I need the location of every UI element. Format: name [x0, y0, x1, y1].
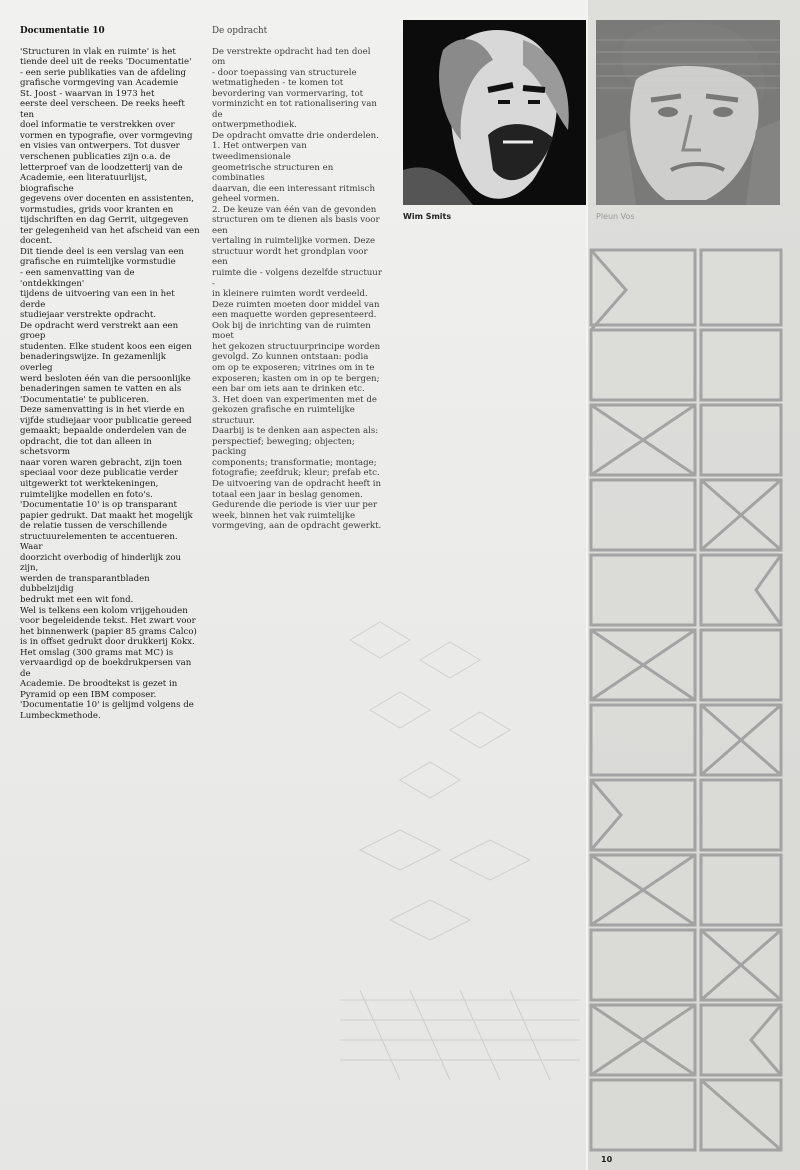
portrait-photo-wim-smits [403, 20, 586, 205]
intro-paragraph: Dit tiende deel is een verslag van een grafische en ruimtelijke vormstudie - een samenvatting van de 'ontdekkingen' tijdens de uitvoering van een in het derde studiejaar verstrekte opdracht. [20, 246, 184, 321]
assignment-paragraph: De verstrekte opdracht had ten doel om - door toepassing van structurele wetmatigheden - te komen tot bevordering van vormervaring, tot vorminzicht en tot rationalisering van de ontwerpmethodiek. [212, 46, 377, 131]
assignment-column [212, 26, 382, 532]
ghost-structure-drawing-icon [330, 600, 590, 1100]
intro-paragraph: 'Structuren in vlak en ruimte' is het tiende deel uit de reeks 'Documentatie' - een serie publikaties van de afdeling grafische vormgeving van Academie St. Joost - waarvan in 1973 het eerste deel verscheen. De reeks heeft ten doel informatie te verstrekken over vormen en typografie, over vormgeving en visies van ontwerpers. Tot dusver verschenen publicaties zijn o.a. de letterproef van de loodzetterij van de Academie, een literatuurlijst, biografische gegevens over docenten en assistenten, vormstudies, grids voor kranten en tijdschriften en dag Gerrit, uitgegeven ter gelegenheid van het afscheid van een docent. [20, 46, 200, 247]
assignment-paragraph: De opdracht omvatte drie onderdelen. 1. Het ontwerpen van tweedimensionale geometrische structuren en combinaties daarvan, die een interessant ritmisch geheel vormen. [212, 130, 379, 205]
assignment-paragraph: 2. De keuze van één van de gevonden structuren om te dienen als basis voor een vertaling in ruimtelijke vormen. Deze structuur wordt het grondplan voor een ruimte die - volgens dezelfde structuur - in kleinere ruimten wordt verdeeld. Deze ruimten moeten door middel van een maquette worden gepresenteerd. Ook bij de inrichting van de ruimten moet het gekozen structuurprincipe worden gevolgd. Zo kunnen ontstaan: podia om op te exposeren; vitrines om in te exposeren; kasten om in op te bergen; een bar om iets aan te drinken etc. [212, 204, 382, 395]
photo-caption: Wim Smits [403, 212, 452, 221]
intro-paragraph: Wel is telkens een kolom vrijgehouden voor begeleidende tekst. Het zwart voor het binnenwerk (papier 85 grams Calco) is in offset gedrukt door drukkerij Kokx. Het omslag (300 grams mat MC) is vervaardigd op de boekdrukpersen van de Academie. De broodtekst is gezet in Pyramid op een IBM composer. 'Documentatie 10' is gelijmd volgens de Lumbeckmethode. [20, 605, 197, 721]
assignment-paragraph: 3. Het doen van experimenten met de gekozen grafische en ruimtelijke structuur. Daarbij is te denken aan aspecten als: perspectief; beweging; objecten; packing components; transformatie; montage; fotografie; zeefdruk; kleur; prefab etc. De uitvoering van de opdracht heeft in totaal een jaar in beslag genomen. Gedurende die periode is vier uur per week, binnen het vak ruimtelijke vormgeving, aan de opdracht gewerkt. [212, 394, 382, 532]
geometric-structure-grid-icon [586, 230, 800, 1170]
assignment-heading: De opdracht [212, 26, 268, 36]
intro-paragraph: De opdracht werd verstrekt aan een groep studenten. Elke student koos een eigen benaderingswijze. In gezamenlijk overleg werd besloten één van die persoonlijke benaderingen samen te vatten en als 'Documentatie' te publiceren. [20, 320, 192, 405]
page-number: 10 [601, 1155, 613, 1164]
portrait-photo-icon [403, 20, 586, 205]
intro-paragraph: Deze samenvatting is in het vierde en vijfde studiejaar voor publicatie gereed gemaakt; bepaalde onderdelen van de opdracht, die tot dan alleen in schetsvorm naar voren waren gebracht, zijn toen speciaal voor deze publicatie verder uitgewerkt tot werktekeningen, ruimtelijke modellen en foto's. [20, 405, 192, 500]
intro-heading: Documentatie 10 [20, 26, 105, 36]
intro-column [20, 26, 200, 722]
intro-paragraph: 'Documentatie 10' is op transparant papier gedrukt. Dat maakt het mogelijk de relatie tussen de verschillende structuurelementen te accentueren. Waar doorzicht overbodig of hinderlijk zou zijn, werden de transparantbladen dubbelzijdig bedrukt met een wit fond. [20, 500, 193, 605]
